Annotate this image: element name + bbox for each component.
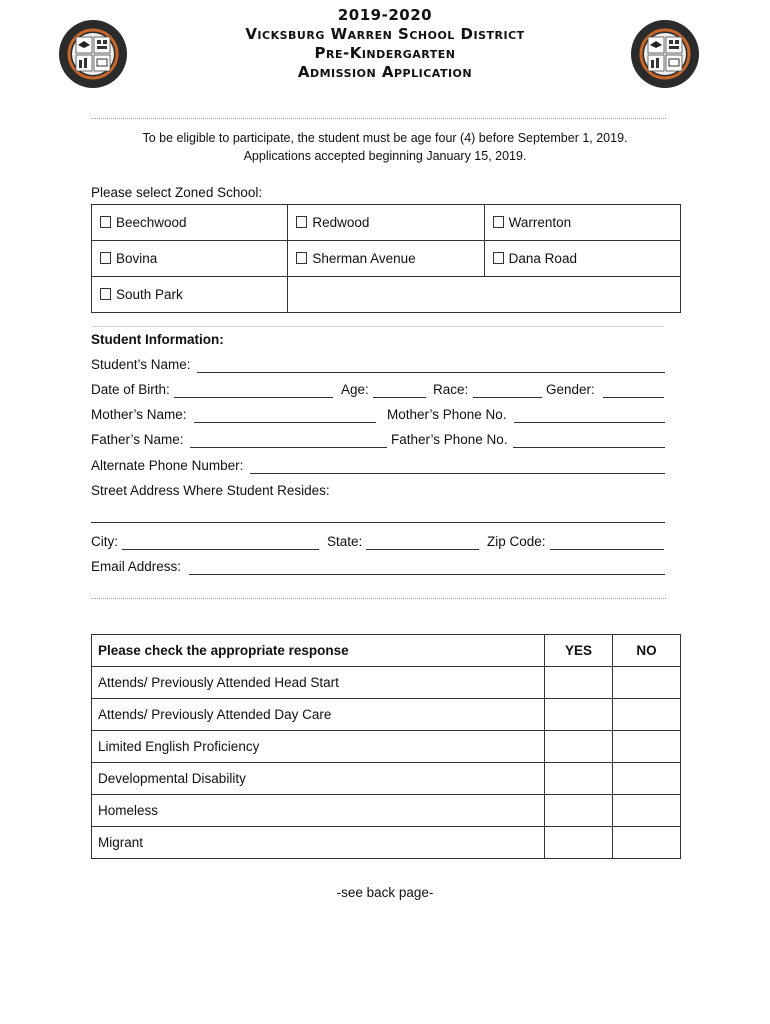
table-row (92, 763, 681, 795)
gender-label: Gender: (546, 382, 595, 397)
alt-phone-label: Alternate Phone Number: (91, 458, 244, 473)
school-option[interactable]: Dana Road (484, 241, 680, 277)
state-field[interactable] (366, 549, 479, 550)
no-cell[interactable] (613, 763, 681, 795)
footer-note: -see back page- (336, 885, 434, 900)
checkbox-icon[interactable] (100, 252, 111, 264)
age-field[interactable] (373, 397, 426, 398)
checkbox-icon[interactable] (296, 216, 307, 228)
divider (91, 118, 666, 119)
school-option[interactable]: Warrenton (484, 205, 680, 241)
checkbox-icon[interactable] (296, 252, 307, 264)
no-cell[interactable] (613, 667, 681, 699)
checkbox-icon[interactable] (493, 252, 504, 264)
school-option[interactable]: South Park (92, 277, 288, 313)
response-table (91, 634, 681, 859)
student-name-field[interactable] (197, 372, 665, 373)
response-table-header: Please check the appropriate response (92, 635, 545, 667)
yes-cell[interactable] (545, 731, 613, 763)
row-label: Developmental Disability (92, 763, 545, 795)
table-row (92, 667, 681, 699)
dob-field[interactable] (174, 397, 333, 398)
father-phone-field[interactable] (513, 447, 665, 448)
age-label: Age: (341, 382, 369, 397)
row-label: Attends/ Previously Attended Head Start (92, 667, 545, 699)
school-option[interactable]: Bovina (92, 241, 288, 277)
checkbox-icon[interactable] (100, 288, 111, 300)
no-cell[interactable] (613, 795, 681, 827)
table-row (92, 795, 681, 827)
email-field[interactable] (189, 574, 665, 575)
yes-column-header: YES (545, 635, 613, 667)
eligibility-line-2: Applications accepted beginning January 15, 2019. (243, 149, 527, 163)
row-label: Attends/ Previously Attended Day Care (92, 699, 545, 731)
father-name-label: Father’s Name: (91, 432, 184, 447)
school-option[interactable]: Redwood (288, 205, 484, 241)
mother-name-field[interactable] (194, 422, 376, 423)
row-label: Limited English Proficiency (92, 731, 545, 763)
yes-cell[interactable] (545, 667, 613, 699)
school-option[interactable]: Sherman Avenue (288, 241, 484, 277)
title-district: Vicksburg Warren School District (245, 25, 525, 43)
no-cell[interactable] (613, 731, 681, 763)
zip-field[interactable] (550, 549, 664, 550)
race-label: Race: (433, 382, 469, 397)
zoned-school-label: Please select Zoned School: (91, 185, 263, 200)
address-field[interactable] (91, 522, 665, 523)
table-row (92, 827, 681, 859)
zip-label: Zip Code: (487, 534, 546, 549)
table-row (92, 731, 681, 763)
mother-phone-label: Mother’s Phone No. (387, 407, 507, 422)
race-field[interactable] (473, 397, 542, 398)
eligibility-line-1: To be eligible to participate, the student must be age four (4) before September 1, 2019. (142, 131, 628, 145)
no-column-header: NO (613, 635, 681, 667)
yes-cell[interactable] (545, 699, 613, 731)
zoned-school-table (91, 204, 681, 313)
alt-phone-field[interactable] (250, 473, 665, 474)
email-label: Email Address: (91, 559, 182, 574)
empty-cell (288, 277, 681, 313)
title-form: Admission Application (297, 63, 473, 81)
yes-cell[interactable] (545, 827, 613, 859)
mother-phone-field[interactable] (514, 422, 665, 423)
divider (91, 326, 664, 327)
title-year: 2019-2020 (337, 6, 433, 24)
dob-label: Date of Birth: (91, 382, 170, 397)
father-name-field[interactable] (190, 447, 387, 448)
checkbox-icon[interactable] (493, 216, 504, 228)
mother-name-label: Mother’s Name: (91, 407, 187, 422)
row-label: Homeless (92, 795, 545, 827)
gender-field[interactable] (603, 397, 664, 398)
yes-cell[interactable] (545, 763, 613, 795)
student-info-heading: Student Information: (91, 332, 224, 347)
state-label: State: (327, 534, 363, 549)
school-option[interactable]: Beechwood (92, 205, 288, 241)
yes-cell[interactable] (545, 795, 613, 827)
row-label: Migrant (92, 827, 545, 859)
divider (91, 598, 666, 599)
city-field[interactable] (122, 549, 319, 550)
title-program: Pre-Kindergarten (314, 44, 456, 62)
table-row (92, 699, 681, 731)
no-cell[interactable] (613, 699, 681, 731)
student-name-label: Student’s Name: (91, 357, 191, 372)
checkbox-icon[interactable] (100, 216, 111, 228)
no-cell[interactable] (613, 827, 681, 859)
city-label: City: (91, 534, 118, 549)
father-phone-label: Father’s Phone No. (391, 432, 508, 447)
address-label: Street Address Where Student Resides: (91, 483, 330, 498)
